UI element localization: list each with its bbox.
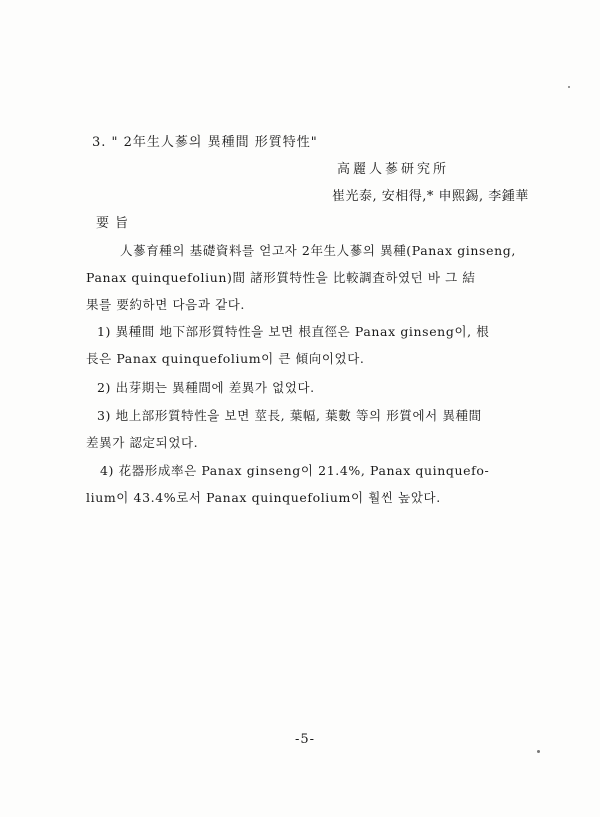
finding-item-4: 4) 花器形成率은 Panax ginseng이 21.4%, Panax quinquefo-: [100, 463, 490, 478]
section-title: 3. " 2年生人蔘의 異種間 形質特性": [92, 135, 318, 150]
finding-item-1: 1) 異種間 地下部形質特性을 보면 根直徑은 Panax ginseng이, 根: [97, 324, 490, 339]
paragraph-line: Panax quinquefoliun)間 諸形質特性을 比較調査하였던 바 그 結: [86, 270, 476, 285]
paragraph-line: 果를 要約하면 다음과 같다.: [86, 297, 245, 312]
paragraph-line: 人蔘育種의 基礎資料를 얻고자 2年生人蔘의 異種(Panax ginseng,: [120, 243, 516, 258]
page-number: -5-: [295, 732, 316, 747]
scan-speck: [568, 86, 570, 88]
finding-item-1-continued: 長은 Panax quinquefolium이 큰 傾向이었다.: [86, 351, 365, 366]
finding-item-3: 3) 地上部形質特性을 보면 莖長, 葉幅, 葉數 等의 形質에서 異種間: [97, 408, 482, 423]
finding-item-2: 2) 出芽期는 異種間에 差異가 없었다.: [97, 380, 315, 395]
abstract-heading: 要旨: [96, 216, 135, 231]
institution-name: 高麗人蔘研究所: [337, 162, 450, 177]
finding-item-4-continued: lium이 43.4%로서 Panax quinquefolium이 훨씬 높았다.: [86, 490, 441, 505]
author-list: 崔光泰, 安相得,* 申熙錫, 李鍾華: [332, 189, 529, 204]
finding-item-3-continued: 差異가 認定되었다.: [86, 435, 199, 450]
scan-speck: [537, 750, 540, 753]
